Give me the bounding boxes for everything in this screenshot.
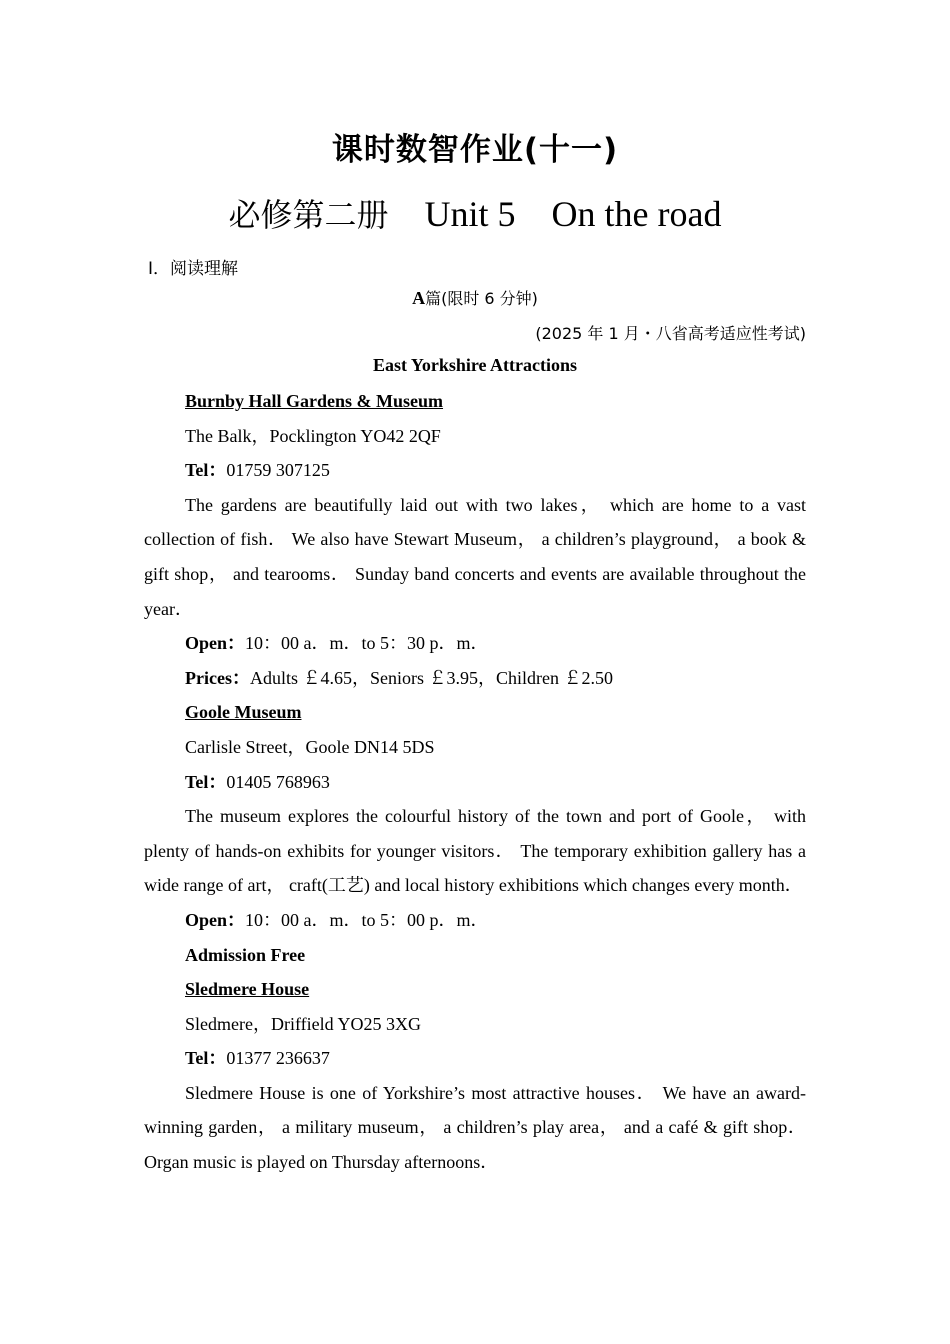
venue-open	[144, 626, 806, 661]
passage-heading	[0, 286, 950, 309]
tel-label: Tel：	[185, 771, 227, 792]
tel-value: 01759 307125	[226, 460, 330, 481]
venue-name: Sledmere House	[185, 979, 310, 1000]
open-label: Open：	[185, 909, 246, 930]
venue-description: The museum explores the colourful history of the town and port of Goole， with plenty of hands-on exhibits for younger visitors． The temporary exhibition gallery has a wide range of art， craft(工艺) and local history exhibitions which changes every month．	[144, 806, 806, 896]
venue-description: The gardens are beautifully laid out with two lakes， which are home to a vast collection of fish． We also have Stewart Museum， a children’s playground， a book & gift shop， and tearooms． Sunday band concerts and events are available throughout the year．	[144, 494, 806, 619]
admission-text: Admission Free	[185, 944, 306, 965]
article-title: East Yorkshire Attractions	[373, 355, 577, 375]
open-value: 10：00 a．m．to 5：30 p．m．	[245, 633, 489, 654]
tel-value: 01405 768963	[226, 771, 330, 792]
venue-address: The Balk，Pocklington YO42 2QF	[185, 425, 441, 446]
page-title: 课时数智作业(十一)	[331, 132, 619, 168]
venue-block-3	[144, 972, 806, 1007]
venue-name: Goole Museum	[185, 702, 302, 723]
section-heading: Ⅰ．阅读理解	[148, 259, 239, 279]
venue-block-2	[144, 695, 806, 730]
open-value: 10：00 a．m．to 5：00 p．m．	[245, 909, 489, 930]
article-body	[144, 384, 806, 1180]
venue-address: Carlisle Street，Goole DN14 5DS	[185, 736, 435, 757]
tel-value: 01377 236637	[226, 1048, 330, 1069]
venue-block-1	[144, 384, 806, 419]
venue-address: Sledmere，Driffield YO25 3XG	[185, 1013, 421, 1034]
venue-admission	[144, 938, 806, 973]
venue-tel	[144, 1041, 806, 1076]
prices-label: Prices：	[185, 667, 250, 688]
venue-open	[144, 903, 806, 938]
tel-label: Tel：	[185, 460, 227, 481]
tel-label: Tel：	[185, 1048, 227, 1069]
venue-prices	[144, 661, 806, 696]
subtitle-unit: Unit 5	[424, 194, 516, 234]
venue-name: Burnby Hall Gardens & Museum	[185, 391, 444, 411]
venue-tel	[144, 453, 806, 488]
passage-source: (2025 年 1 月・八省高考适应性考试)	[535, 324, 806, 343]
subtitle-book: 必修第二册	[228, 196, 389, 234]
passage-label: 篇(限时 6 分钟)	[425, 289, 538, 308]
venue-tel	[144, 765, 806, 800]
open-label: Open：	[185, 633, 246, 654]
subtitle-topic: On the road	[551, 194, 722, 234]
prices-value: Adults ￡4.65，Seniors ￡3.95，Children ￡2.50	[249, 667, 613, 688]
venue-description: Sledmere House is one of Yorkshire’s most attractive houses． We have an award-winning garden， a military museum， a children’s play area， and a café & gift shop． Organ music is played on Thursday afternoons．	[144, 1082, 806, 1173]
passage-letter: A	[412, 288, 426, 308]
page-subtitle	[0, 190, 950, 236]
